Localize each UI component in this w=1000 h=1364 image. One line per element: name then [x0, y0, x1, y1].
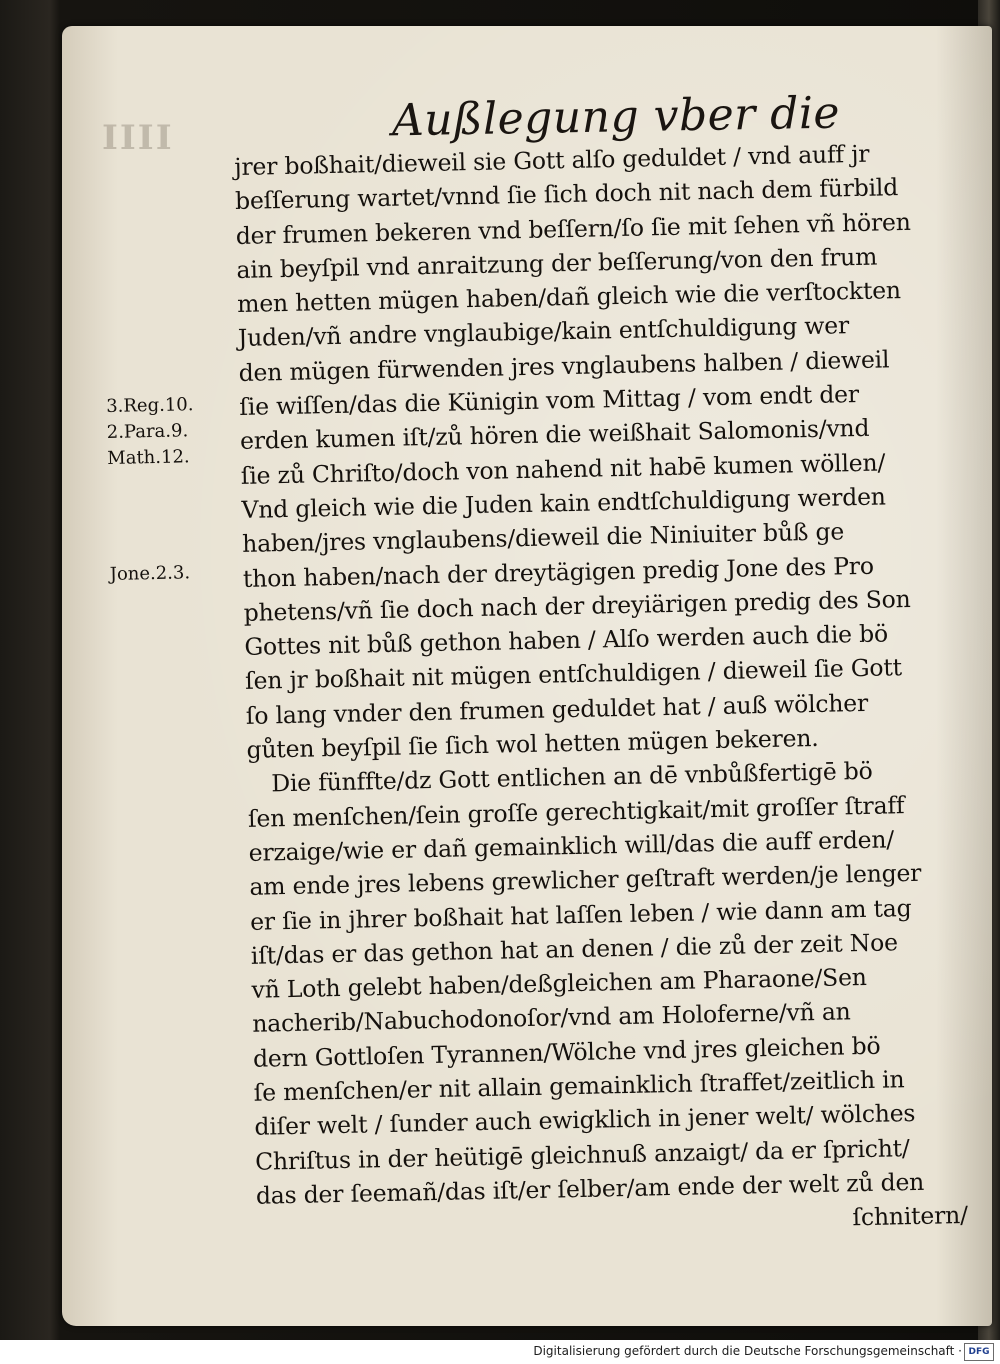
text-line: ſe menſchen/er nit allain gemainklich ſtraffet/zeitlich in: [253, 1065, 905, 1107]
text-line: ſo lang vnder den frumen geduldet hat / auß wölcher: [245, 688, 869, 730]
text-line: Juden/vñ andre vnglaubige/kain entſchuldigung wer: [237, 311, 850, 353]
running-head: Außlegung vber die: [391, 87, 841, 147]
text-line: den mügen fürwenden jres vnglaubens halben / dieweil: [238, 345, 890, 387]
text-line: men hetten mügen haben/dañ gleich wie die verſtockten: [236, 276, 902, 319]
text-line: erzaige/wie er dañ gemainklich will/das die auff erden/: [248, 825, 895, 867]
text-line: Die fünffte/dz Gott entlichen an dē vnbůßfertigē bö: [270, 757, 873, 798]
margin-note: Math.12.: [107, 446, 190, 469]
text-line: ſie zů Chriſto/doch von nahend nit habē kumen wöllen/: [240, 448, 886, 490]
catchword: ſchnitern/: [852, 1201, 969, 1232]
text-line: er ſie in jhrer boßhait hat laſſen leben / wie dann am tag: [249, 893, 912, 936]
text-line: iſt/das er das gethon hat an denen / die zů der zeit Noe: [250, 928, 899, 970]
show-through-ink: ΙΙΙΙ: [102, 118, 174, 158]
text-line: ſen menſchen/ſein groſſe gerechtigkait/mit groſſer ſtraff: [247, 790, 905, 833]
text-line: erden kumen iſt/zů hören die weißhait Salomonis/vnd: [239, 414, 870, 456]
text-line: vñ Loth gelebt haben/deßgleichen am Pharaone/Sen: [251, 963, 867, 1004]
text-line: der frumen bekeren vnd beſſern/ſo ſie mit ſehen vñ hören: [235, 207, 911, 250]
text-line: gůten beyſpil ſie ſich wol hetten mügen bekeren.: [246, 723, 819, 764]
margin-note: 3.Reg.10.: [106, 394, 194, 417]
text-line: am ende jres lebens grewlicher geſtraft werden/je lenger: [249, 859, 922, 902]
text-line: Gottes nit bůß gethon haben / Alſo werden auch die bö: [244, 619, 889, 662]
text-line: ſen jr boßhait nit mügen entſchuldigen / dieweil ſie Gott: [244, 653, 903, 696]
margin-note: 2.Para.9.: [106, 420, 189, 443]
body-text: [234, 135, 997, 1248]
footer-bar: [0, 1340, 1000, 1364]
text-line: jrer boßhait/dieweil sie Gott alſo geduldet / vnd auff jr: [234, 139, 870, 181]
funding-credit: Digitalisierung gefördert durch die Deutsche Forschungsgemeinschaft ·: [533, 1344, 962, 1358]
text-line: ain beyſpil vnd anraitzung der beſſerung/von den frum: [236, 242, 878, 284]
text-line: phetens/vñ ſie doch nach der dreyiärigen predig des Son: [243, 584, 911, 627]
text-line: das der ſeemañ/das iſt/er ſelber/am ende der welt zů den: [255, 1167, 925, 1210]
text-line: Chriſtus in der heütigē gleichnuß anzaigt/ da er ſpricht/: [254, 1133, 910, 1176]
text-line: dern Gottloſen Tyrannen/Wölche vnd jres gleichen bö: [252, 1031, 881, 1073]
margin-note: Jone.2.3.: [109, 562, 191, 585]
text-line: beſſerung wartet/vnnd ſie ſich doch nit nach dem fürbild: [234, 173, 899, 216]
dfg-logo-icon: DFG: [964, 1343, 994, 1361]
text-line: nacherib/Nabuchodonoſor/vnd am Holoferne/vñ an: [252, 997, 851, 1039]
text-line: diſer welt / ſunder auch ewigklich in jener welt/ wölches: [254, 1099, 916, 1142]
text-line: haben/jres vnglaubens/dieweil die Niniuiter bůß ge: [241, 517, 845, 559]
text-line: thon haben/nach der dreytägigen predig Jone des Pro: [242, 551, 875, 593]
text-line: ſie wiſſen/das die Künigin vom Mittag / vom endt der: [239, 380, 860, 422]
text-line: Vnd gleich wie die Juden kain endtſchuldigung werden: [241, 482, 886, 524]
